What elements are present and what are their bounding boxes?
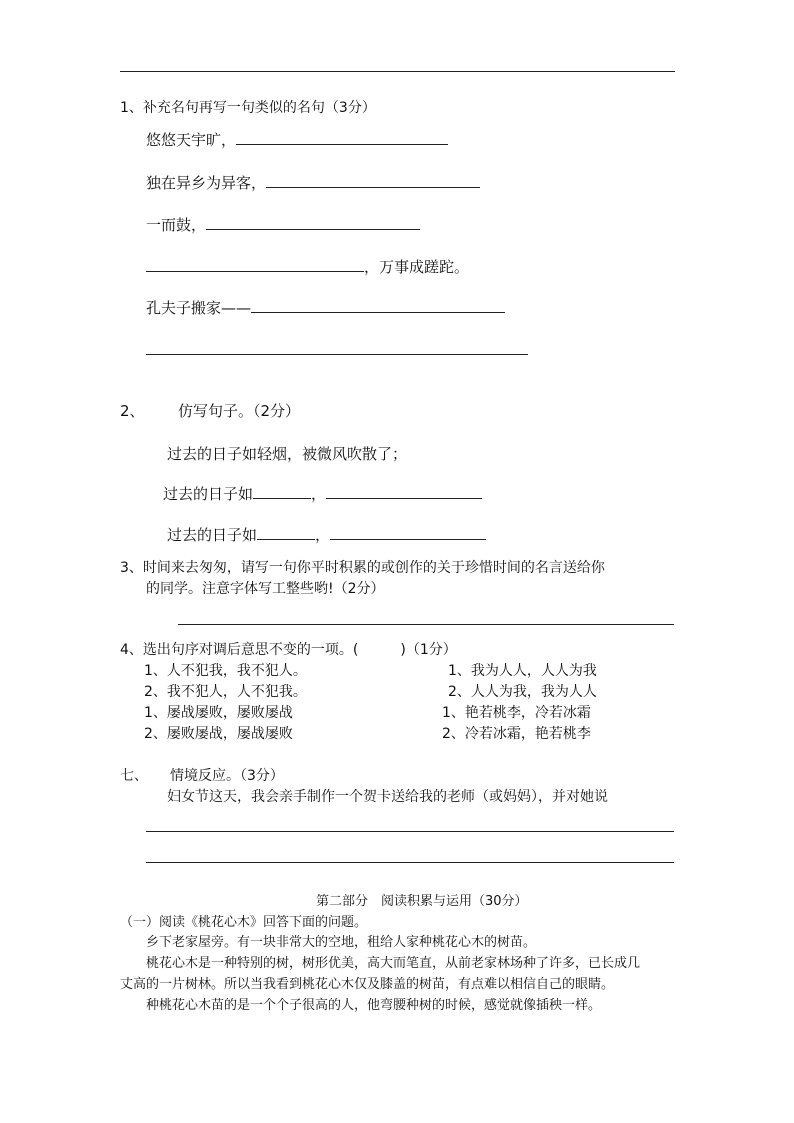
- q1-line3-text: 一而鼓，: [146, 216, 207, 234]
- q2-example: 过去的日子如轻烟，被微风吹散了；: [167, 445, 408, 463]
- q4-option-right-4: 2、冷若冰霜，艳若桃李: [442, 726, 591, 742]
- q2-blank-1b[interactable]: [326, 483, 482, 499]
- part2-heading: 第二部分 阅读积累与运用（30分）: [316, 894, 528, 909]
- q2-comma-1: ，: [311, 485, 327, 503]
- q1-line1: [146, 129, 448, 150]
- q1-line2: [146, 172, 480, 193]
- reading-paragraph-2-line-1: 桃花心木是一种特别的树，树形优美，高大而笔直，从前老家林场种了许多，已长成几: [146, 956, 641, 971]
- q1-line1-text: 悠悠天宇旷，: [146, 131, 237, 149]
- q1-title: 1、补充名句再写一句类似的名句（3分）: [120, 100, 376, 116]
- q4-option-left-4: 2、屡败屡战，屡战屡败: [144, 726, 293, 742]
- part2-subheading: （一）阅读《桃花心木》回答下面的问题。: [120, 915, 368, 930]
- q7-answer-line-2[interactable]: [146, 862, 674, 863]
- q4-option-left-3: 1、屡战屡败，屡败屡战: [144, 705, 293, 721]
- q1-line4-text: ，万事成蹉跎。: [364, 258, 470, 276]
- q1-line5-text: 孔夫子搬家——: [146, 299, 252, 317]
- q2-comma-2: ，: [315, 526, 331, 544]
- q7-text: 妇女节这天，我会亲手制作一个贺卡送给我的老师（或妈妈），并对她说: [167, 789, 608, 805]
- q1-line3: [146, 214, 420, 235]
- q3-line1: 3、时间来去匆匆，请写一句你平时积累的或创作的关于珍惜时间的名言送给你: [120, 560, 605, 576]
- q4-option-left-1: 1、人不犯我，我不犯人。: [144, 663, 307, 679]
- q2-blank-2b[interactable]: [330, 524, 486, 540]
- q1-answer-blank-5[interactable]: [251, 297, 505, 313]
- reading-paragraph-3: 种桃花心木苗的是一个个子很高的人，他弯腰种树的时候，感觉就像插秧一样。: [146, 998, 602, 1013]
- reading-paragraph-1: 乡下老家屋旁。有一块非常大的空地，租给人家种桃花心木的树苗。: [146, 935, 537, 950]
- q1-answer-blank-4[interactable]: [146, 256, 364, 272]
- q1-answer-blank-1[interactable]: [236, 129, 448, 145]
- q7-answer-line-1[interactable]: [146, 831, 674, 832]
- q3-line2: 的同学。注意字体写工整些哟!（2分）: [146, 581, 385, 597]
- q4-option-right-1: 1、我为人人，人人为我: [448, 663, 597, 679]
- q4-title: 4、选出句序对调后意思不变的一项。( )（1分）: [120, 642, 457, 658]
- q3-answer-line[interactable]: [178, 624, 674, 625]
- q2-line1: [163, 483, 482, 504]
- header-rule: [120, 71, 675, 72]
- q1-line2-text: 独在异乡为异客，: [146, 174, 267, 192]
- q4-option-right-2: 2、人人为我，我为人人: [448, 684, 597, 700]
- q2-line2: [167, 524, 486, 545]
- q1-line5: [146, 297, 505, 318]
- q4-option-left-2: 2、我不犯人，人不犯我。: [144, 684, 307, 700]
- q2-number: 2、: [120, 402, 145, 420]
- q2-line1-text: 过去的日子如: [163, 485, 254, 503]
- q2-blank-1a[interactable]: [253, 483, 311, 499]
- q7-number: 七、: [120, 768, 148, 784]
- reading-paragraph-2-line-2: 丈高的一片树林。所以当我看到桃花心木仅及膝盖的树苗，有点难以相信自己的眼睛。: [120, 977, 615, 992]
- q1-line4: [146, 256, 469, 277]
- q4-option-right-3: 1、艳若桃李，冷若冰霜: [442, 705, 591, 721]
- q1-answer-blank-2[interactable]: [266, 172, 480, 188]
- q2-title: 仿写句子。（2分）: [178, 402, 301, 420]
- q1-answer-blank-3[interactable]: [206, 214, 420, 230]
- q2-blank-2a[interactable]: [257, 524, 315, 540]
- q7-title: 情境反应。（3分）: [170, 768, 284, 784]
- q2-line2-text: 过去的日子如: [167, 526, 258, 544]
- q1-answer-line-6[interactable]: [146, 354, 528, 355]
